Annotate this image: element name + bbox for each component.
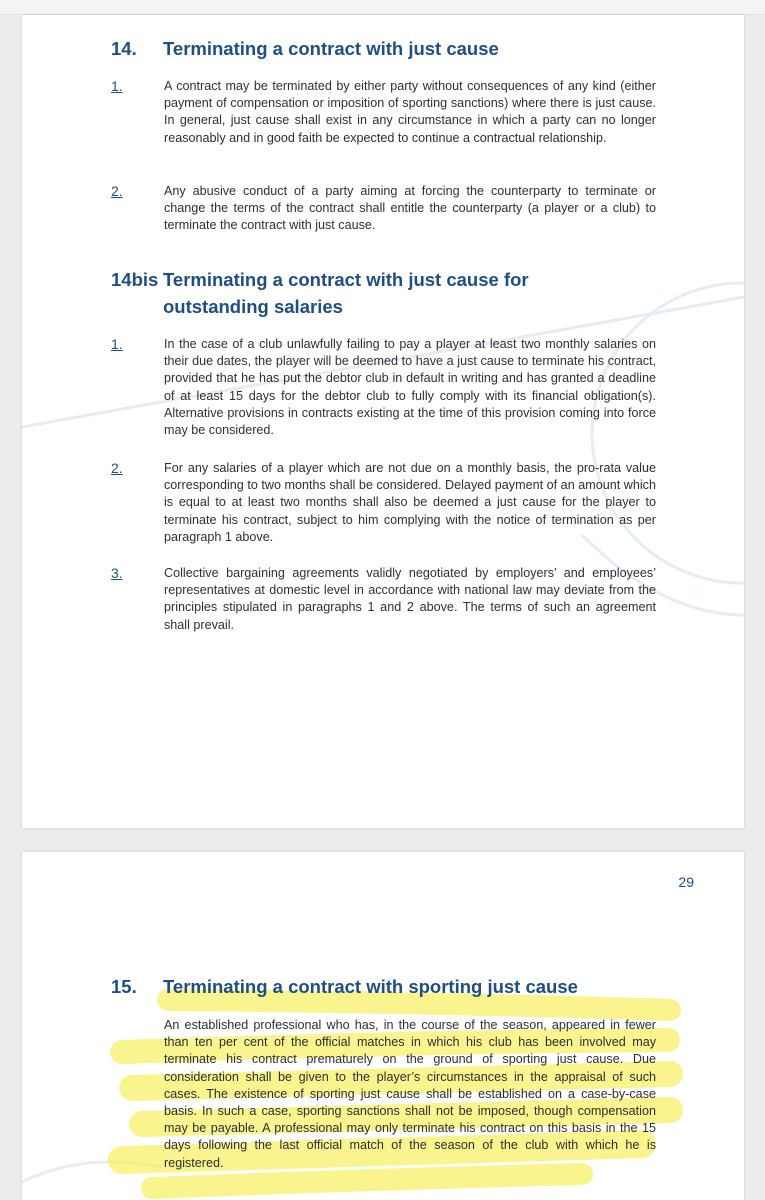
page-number: 29	[678, 874, 694, 890]
item-number-link[interactable]: 2.	[111, 183, 123, 199]
section-number: 14.	[111, 38, 137, 59]
document-page-28[interactable]	[22, 15, 744, 828]
item-number-link[interactable]: 1.	[111, 78, 123, 94]
section-title-line-2: outstanding salaries	[163, 296, 343, 317]
section-title-line-1: Terminating a contract with just cause for	[163, 269, 529, 290]
viewer-top-edge	[0, 0, 765, 15]
item-text: Any abusive conduct of a party aiming at forcing the counterparty to terminate or change the terms of the contract shall entitle the counterparty (a player or a club) to terminate the contract with just cause.	[164, 184, 656, 233]
section-number: 14bis	[111, 269, 159, 290]
section-title: Terminating a contract with just cause	[163, 38, 499, 59]
section-number: 15.	[111, 976, 137, 997]
item-text: In the case of a club unlawfully failing to pay a player at least two monthly salaries on their due dates, the player will be deemed to have a just cause to terminate his contract, provided that he has put the debtor club in default in writing and has granted a deadline of at least 15 days for the debtor club to fully comply with its financial obligation(s). Alternative provisions in contracts existing at the time of this provision coming into force may be considered.	[164, 337, 656, 438]
section-title: Terminating a contract with sporting just cause	[163, 976, 578, 997]
item-number-link[interactable]: 1.	[111, 336, 123, 352]
item-number-link[interactable]: 3.	[111, 565, 123, 581]
document-page-29[interactable]	[22, 852, 744, 1200]
item-number-link[interactable]: 2.	[111, 460, 123, 476]
section-15-paragraph: An established professional who has, in the course of the season, appeared in fewer than ten per cent of the official matches in which his club has been involved may terminate his contract prematurely on the ground of sporting just cause. Due consideration shall be given to the player’s circumstances in the appraisal of such cases. The existence of sporting just cause shall be established on a case-by-case basis. In such a case, sporting sanctions shall not be imposed, though compensation may be payable. A professional may only terminate his contract on this basis in the 15 days following the last official match of the season of the club with which he is registered.	[164, 1018, 656, 1170]
item-text: For any salaries of a player which are not due on a monthly basis, the pro-rata value corresponding to two months shall be considered. Delayed payment of an amount which is equal to at least two months shall also be deemed a just cause for the player to terminate his contract, subject to him complying with the notice of termination as per paragraph 1 above.	[164, 461, 656, 544]
item-text: A contract may be terminated by either party without consequences of any kind (either payment of compensation or imposition of sporting sanctions) where there is just cause. In general, just cause shall exist in any circumstance in which a party can no longer reasonably and in good faith be expected to continue a contractual relationship.	[164, 79, 656, 145]
item-text: Collective bargaining agreements validly negotiated by employers’ and employees’ representatives at domestic level in accordance with national law may deviate from the principles stipulated in paragraphs 1 and 2 above. The terms of such an agreement shall prevail.	[164, 566, 656, 632]
